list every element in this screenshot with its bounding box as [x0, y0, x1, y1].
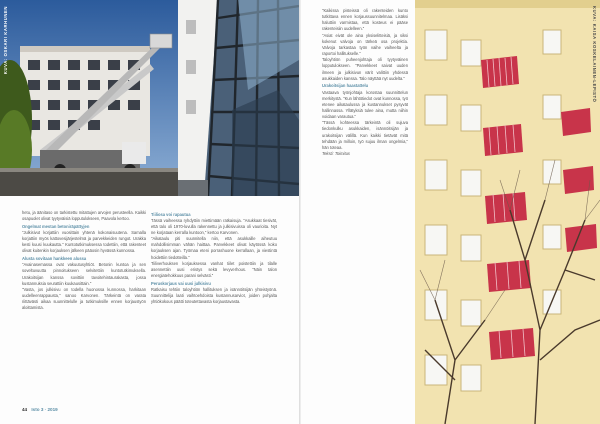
subheading: Urakoitsijan haastattelu [322, 83, 369, 89]
subheading: Alusta sovitaan hankkeen alussa [22, 256, 87, 262]
paragraph: "Avainasemassa ovat vakuutusyhtiöt. Betonin kuntoa ja sen soveltuvuutta pinnoitukseen selvitettiin kuntotutkimuksella. Urakoitsijan kanssa sovittiin tavoitehintaurakasta, jossa kustannuksia seurattiin kuukausittain." [22, 262, 146, 286]
paragraph: "Kaikissa pisteissä oli rakenteiden kunto tutkittava ennen korjaussuunnitelmaa. Lisäksi haluttiin varmistaa, että kosteus ei pääse rakenteisiin uudelleen." [322, 8, 408, 32]
paragraph: "Julkisivut korjattiin vuosittain yhtenä kokonaisuutena. Samalla korjattiin myös kattovesijärjestelmä ja parvekkeiden rungot. Urakka kesti kuusi kuukautta." Kuntotutkimuksessa todettiin, että rakenteet olivat kuitenkin korjauksen jälkeen pääosin hyvässä kunnossa. [22, 229, 146, 254]
article-column-3 [322, 8, 408, 157]
page-gutter [299, 0, 301, 424]
subheading: Tiiliosa voi rapautua [151, 211, 191, 217]
paragraph: "Vasta, jos julkisivu on todella huonossa kunnossa, harkitaan uudelleenrappausta," sanoo Karvonen. Tärkeintä on varata riittävästi aikaa suunnittelulle ja tutkimuksille ennen korjaustyön aloittamista. [22, 286, 146, 311]
article-column-1 [22, 210, 146, 312]
photo-credit-right: KUVA: KAISA KOSKELAINEN-LEPISTÖ [592, 6, 597, 103]
paragraph: hetu, ja äänitaso on tarkistettu mitattujen arvojen perusteella. Kaikki osapuolet olivat tyytyväisiä lopputulokseen, Paavola kertoo. [22, 210, 146, 222]
magazine-name: Isto 3 · 2019 [31, 407, 58, 412]
crane-building-photo [0, 0, 178, 196]
paragraph: Taloyhtiön puheenjohtaja oli tyytyväinen lopputulokseen. "Parvekkeet saivat uuden ilmeen ja julkisivun värit valittiin yhdessä asukkaiden kanssa. Talo näyttää nyt uudelta." [322, 57, 408, 81]
page-footer [22, 407, 58, 412]
article-column-2 [151, 210, 277, 305]
subheading: Ongelmat mestan betoniräpättyjen [22, 223, 90, 229]
signature: Teksti: Toimitus [322, 151, 350, 157]
paragraph: "Aikataulu piti suunnitella niin, että asukkaille aiheutuu mahdollisimman vähän haittaa. Parvekkeet olivat käytössä koko korjauksen ajan. Työmaa eteni porrashuone kerrallaan, ja viestintä hoidettiin tiedotteilla." [151, 236, 277, 260]
page-number: 44 [22, 407, 28, 412]
paragraph: "Asiat eivät ole aina yksiselitteisiä, ja siksi kokenut valvoja on tärkeä osa projektia. Valvoja tarkastaa työn vaihe vaiheelta ja raportoi hallitukselle." [322, 32, 408, 57]
apartment-building-photo [415, 0, 600, 424]
subheading: Peruskorjaus vai uusi julkisivu [151, 280, 211, 286]
photo-credit-left: KUVA: OSKARI KARHUNEN [3, 6, 8, 75]
paragraph: Tiiliverhouksen korjauksessa vanhat tiilet poistettiin ja tilalle asennettiin uusi eristys sekä levyverhous. "Näin talon energiatehokkuus parani selvästi." [151, 260, 277, 279]
paragraph: Vastaava työnjohtaja korostaa suunnittelun merkitystä. "Kun lähtötiedot ovat kunnossa, työ etenee aikataulussa ja kustannukset pysyvät hallinnassa. Yllätyksiä tulee aina, mutta niihin voidaan varautua." [322, 89, 408, 120]
paragraph: "Tässä kohteessa tärkeintä oli sujuva tiedonkulku asukkaiden, isännöitsijän ja urakoitsijan välillä. Kun kaikki tietävät mitä tehdään ja milloin, työ sujuu ilman ongelmia," hän toteaa. [322, 120, 408, 150]
paragraph: Ratkaisu tehtiin taloyhtiön hallituksen ja isännöitsijän yhteistyönä. Suunnittelija laati vaihtoehdoista kustannusarviot, joiden pohjalta yhtiökokous päätti toteutettavasta korjaustavasta. [151, 286, 277, 305]
glass-facade-photo [178, 0, 299, 196]
paragraph: Tässä vaiheessa ryhdyttiin miettimään ratkaisuja. "Asukkaat tiesivät, että talo oli 1970-luvulla rakennettu ja julkisivuissa oli vaurioita. Nyt ne korjataan kerralla kuntoon," kertoo Karvonen. [151, 217, 277, 235]
